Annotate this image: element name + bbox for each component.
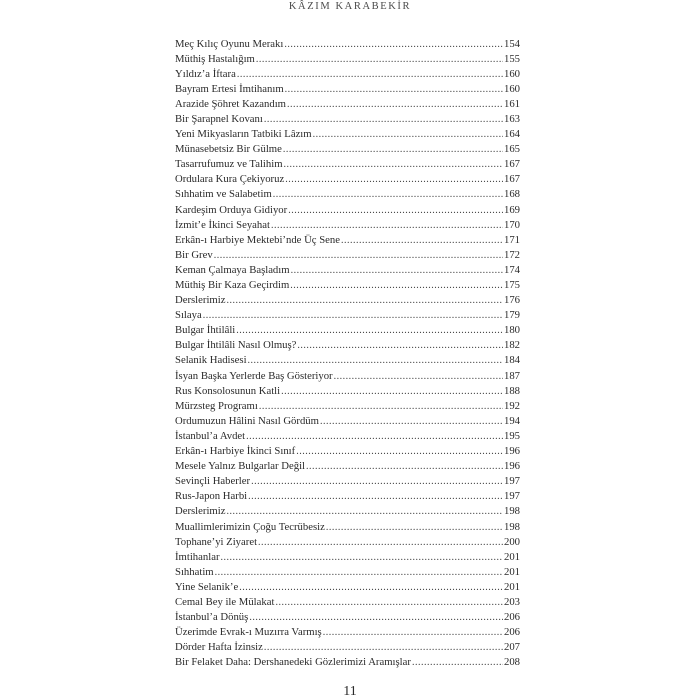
toc-entry-page: 175 xyxy=(503,279,520,291)
toc-entry xyxy=(175,565,520,580)
toc-entry-title: Rus Konsolosunun Katli xyxy=(175,384,281,397)
toc-entry-page: 161 xyxy=(503,97,520,110)
toc-entry-page: 201 xyxy=(503,565,520,578)
toc-entry-title: Tasarrufumuz ve Talihim xyxy=(175,158,283,171)
toc-entry-page: 201 xyxy=(503,580,520,593)
toc-entry-title: Rus-Japon Harbi xyxy=(175,490,248,503)
toc-entry-title: İmtihanlar xyxy=(175,550,220,563)
toc-entry-title: Muallimlerimizin Çoğu Tecrübesiz xyxy=(175,520,325,533)
toc-entry-title: Erkân-ı Harbiye İkinci Sınıf xyxy=(175,445,296,458)
toc-entry-page: 188 xyxy=(503,384,520,397)
toc-entry-title: Müthiş Hastalığım xyxy=(175,52,255,65)
dot-leader xyxy=(313,127,503,142)
toc-entry-page: 167 xyxy=(503,173,520,186)
toc-entry xyxy=(175,399,520,414)
dot-leader xyxy=(239,580,503,595)
toc-entry-page: 168 xyxy=(503,188,520,201)
toc-entry xyxy=(175,97,520,112)
toc-entry xyxy=(175,203,520,218)
dot-leader xyxy=(271,218,503,233)
toc-entry xyxy=(175,157,520,172)
toc-entry-title: Derslerimiz xyxy=(175,294,226,307)
toc-entry-title: Yine Selanik’e xyxy=(175,580,239,593)
toc-entry-title: Derslerimiz xyxy=(175,505,226,518)
dot-leader xyxy=(248,489,503,504)
toc-entry-title: Yeni Mikyasların Tatbiki Lâzım xyxy=(175,128,312,141)
toc-entry-title: Mürzsteg Programı xyxy=(175,399,258,412)
toc-entry-page: 176 xyxy=(503,294,520,307)
toc-entry-title: Münasebetsiz Bir Gülme xyxy=(175,143,282,156)
toc-entry-title: İstanbul’a Dönüş xyxy=(175,611,249,624)
toc-entry-page: 172 xyxy=(503,248,520,261)
dot-leader xyxy=(290,278,503,293)
toc-entry-page: 198 xyxy=(503,505,520,518)
toc-entry-title: Sıhhatim ve Salabetim xyxy=(175,188,272,201)
toc-entry-page: 155 xyxy=(503,52,520,65)
toc-entry-page: 187 xyxy=(503,369,520,382)
toc-entry-title: Tophane’yi Ziyaret xyxy=(175,535,258,548)
dot-leader xyxy=(264,640,503,655)
toc-entry-page: 203 xyxy=(503,595,520,608)
toc-entry-title: Mesele Yalnız Bulgarlar Değil xyxy=(175,460,306,473)
toc-entry xyxy=(175,655,520,670)
dot-leader xyxy=(215,565,503,580)
toc-entry-page: 154 xyxy=(503,37,520,50)
toc-entry xyxy=(175,67,520,82)
toc-entry xyxy=(175,640,520,655)
dot-leader xyxy=(287,97,503,112)
toc-entry-page: 206 xyxy=(503,611,520,624)
toc-entry xyxy=(175,172,520,187)
toc-entry-title: Meç Kılıç Oyunu Merakı xyxy=(175,37,284,50)
toc-entry xyxy=(175,127,520,142)
dot-leader xyxy=(226,504,503,519)
toc-entry-title: Arazide Şöhret Kazandım xyxy=(175,97,286,110)
toc-entry xyxy=(175,218,520,233)
toc-entry-title: Bir Felaket Daha: Dershanedeki Gözlerimizi Aramışlar xyxy=(175,656,411,669)
dot-leader xyxy=(226,293,503,308)
toc-entry-page: 164 xyxy=(503,128,520,141)
toc-entry-title: Bir Grev xyxy=(175,248,213,261)
toc-entry xyxy=(175,610,520,625)
toc-entry-page: 165 xyxy=(503,143,520,156)
toc-entry-title: Ordulara Kura Çekiyoruz xyxy=(175,173,285,186)
table-of-contents xyxy=(175,37,520,671)
toc-entry-page: 198 xyxy=(503,520,520,533)
dot-leader xyxy=(285,82,503,97)
dot-leader xyxy=(249,610,503,625)
dot-leader xyxy=(221,550,503,565)
toc-entry xyxy=(175,444,520,459)
toc-entry-title: Üzerimde Evrak-ı Muzırra Varmış xyxy=(175,626,322,639)
toc-entry xyxy=(175,625,520,640)
toc-entry-title: Keman Çalmaya Başladım xyxy=(175,263,290,276)
page-number: 11 xyxy=(343,684,357,699)
dot-leader xyxy=(214,248,503,263)
toc-entry-title: Sıhhatim xyxy=(175,565,214,578)
toc-entry-title: İstanbul’a Avdet xyxy=(175,429,246,442)
dot-leader xyxy=(412,655,503,670)
running-head: KÂZIM KARABEKİR xyxy=(288,1,412,12)
dot-leader xyxy=(323,625,503,640)
toc-entry-page: 208 xyxy=(503,656,520,669)
toc-entry xyxy=(175,429,520,444)
dot-leader xyxy=(291,263,503,278)
toc-entry-page: 179 xyxy=(503,309,520,322)
toc-entry-page: 197 xyxy=(503,490,520,503)
toc-entry xyxy=(175,37,520,52)
toc-entry xyxy=(175,82,520,97)
toc-entry xyxy=(175,142,520,157)
toc-entry-page: 160 xyxy=(503,67,520,80)
toc-entry xyxy=(175,263,520,278)
toc-entry-title: Bir Şarapnel Kovanı xyxy=(175,112,263,125)
dot-leader xyxy=(281,384,503,399)
dot-leader xyxy=(284,37,503,52)
toc-entry-title: Yıldız’a İftara xyxy=(175,67,236,80)
toc-entry-page: 160 xyxy=(503,82,520,95)
toc-entry-title: İsyan Başka Yerlerde Baş Gösteriyor xyxy=(175,369,333,382)
dot-leader xyxy=(259,399,503,414)
toc-entry xyxy=(175,369,520,384)
toc-entry xyxy=(175,338,520,353)
dot-leader xyxy=(288,203,503,218)
toc-entry xyxy=(175,278,520,293)
toc-entry-page: 194 xyxy=(503,414,520,427)
toc-entry-page: 169 xyxy=(503,203,520,216)
toc-entry-page: 207 xyxy=(503,641,520,654)
toc-entry xyxy=(175,323,520,338)
toc-entry xyxy=(175,520,520,535)
dot-leader xyxy=(334,369,503,384)
dot-leader xyxy=(251,474,503,489)
toc-entry xyxy=(175,414,520,429)
dot-leader xyxy=(248,353,503,368)
toc-entry xyxy=(175,308,520,323)
dot-leader xyxy=(246,429,503,444)
dot-leader xyxy=(237,67,503,82)
toc-entry-page: 171 xyxy=(503,233,520,246)
toc-entry xyxy=(175,580,520,595)
toc-entry-title: Bulgar İhtilâli xyxy=(175,324,236,337)
toc-entry-title: İzmit’e İkinci Seyahat xyxy=(175,218,270,231)
dot-leader xyxy=(284,157,503,172)
toc-entry-page: 196 xyxy=(503,445,520,458)
dot-leader xyxy=(203,308,503,323)
dot-leader xyxy=(320,414,503,429)
dot-leader xyxy=(306,459,503,474)
toc-entry-page: 167 xyxy=(503,158,520,171)
toc-entry-title: Erkân-ı Harbiye Mektebi’nde Üç Sene xyxy=(175,233,340,246)
toc-entry xyxy=(175,248,520,263)
toc-entry-title: Bayram Ertesi İmtihanım xyxy=(175,82,284,95)
dot-leader xyxy=(273,187,503,202)
toc-entry xyxy=(175,550,520,565)
toc-entry-title: Sılaya xyxy=(175,309,202,322)
dot-leader xyxy=(275,595,503,610)
toc-entry-page: 170 xyxy=(503,218,520,231)
toc-entry xyxy=(175,112,520,127)
dot-leader xyxy=(285,172,503,187)
dot-leader xyxy=(283,142,503,157)
dot-leader xyxy=(236,323,503,338)
toc-entry xyxy=(175,293,520,308)
toc-entry xyxy=(175,474,520,489)
dot-leader xyxy=(256,52,503,67)
toc-entry-page: 174 xyxy=(503,263,520,276)
toc-entry xyxy=(175,353,520,368)
toc-entry-page: 184 xyxy=(503,354,520,367)
dot-leader xyxy=(341,233,503,248)
dot-leader xyxy=(264,112,503,127)
toc-entry-page: 192 xyxy=(503,399,520,412)
toc-entry xyxy=(175,52,520,67)
dot-leader xyxy=(297,338,503,353)
toc-entry-page: 206 xyxy=(503,626,520,639)
toc-entry-page: 163 xyxy=(503,112,520,125)
toc-entry-title: Müthiş Bir Kaza Geçirdim xyxy=(175,279,290,291)
toc-entry-title: Dörder Hafta İzinsiz xyxy=(175,641,263,654)
toc-entry-title: Bulgar İhtilâli Nasıl Olmuş? xyxy=(175,339,297,352)
toc-entry-title: Selanik Hadisesi xyxy=(175,354,247,367)
toc-entry-title: Sevinçli Haberler xyxy=(175,475,251,488)
toc-entry-page: 182 xyxy=(503,339,520,352)
dot-leader xyxy=(326,520,503,535)
dot-leader xyxy=(258,535,503,550)
toc-entry xyxy=(175,504,520,519)
toc-entry xyxy=(175,384,520,399)
toc-entry-page: 180 xyxy=(503,324,520,337)
toc-entry-page: 196 xyxy=(503,460,520,473)
toc-entry-title: Ordumuzun Hâlini Nasıl Gördüm xyxy=(175,414,319,427)
toc-entry-page: 200 xyxy=(503,535,520,548)
toc-entry-page: 197 xyxy=(503,475,520,488)
dot-leader xyxy=(296,444,503,459)
toc-entry-page: 195 xyxy=(503,429,520,442)
toc-entry xyxy=(175,535,520,550)
toc-entry-title: Cemal Bey ile Mülakat xyxy=(175,595,275,608)
toc-entry xyxy=(175,489,520,504)
toc-entry-title: Kardeşim Orduya Gidiyor xyxy=(175,203,288,216)
toc-entry xyxy=(175,187,520,202)
toc-entry xyxy=(175,595,520,610)
toc-entry xyxy=(175,233,520,248)
toc-entry xyxy=(175,459,520,474)
toc-entry-page: 201 xyxy=(503,550,520,563)
